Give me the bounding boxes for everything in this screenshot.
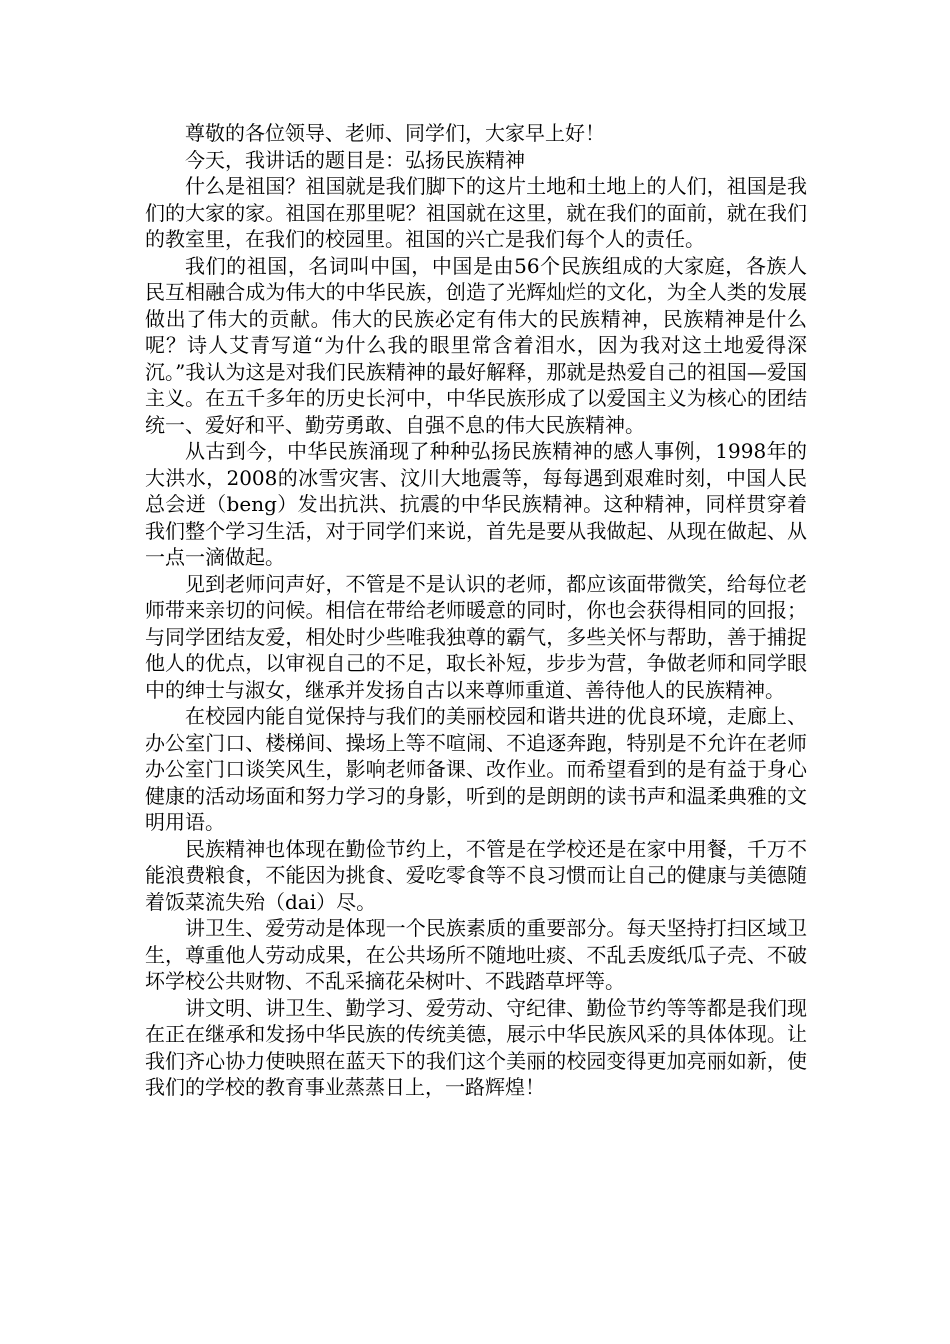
closing-paragraph: 讲文明、讲卫生、勤学习、爱劳动、守纪律、勤俭节约等等都是我们现在正在继承和发扬中华民族的传统美德，展示中华民族风采的具体体现。让我们齐心协力使映照在蓝天下的我们这个美丽的校园变得更加亮丽如新，使我们的学校的教育事业蒸蒸日上，一路辉煌！ <box>145 995 807 1099</box>
document-body <box>145 120 807 1101</box>
topic-paragraph: 今天，我讲话的题目是：弘扬民族精神 <box>185 147 525 172</box>
body-paragraph: 在校园内能自觉保持与我们的美丽校园和谐共进的优良环境，走廊上、办公室门口、楼梯间、操场上等不喧闹、不追逐奔跑，特别是不允许在老师办公室门口谈笑风生，影响老师备课、改作业。而希望看到的是有益于身心健康的活动场面和努力学习的身影，听到的是朗朗的读书声和温柔典雅的文明用语。 <box>145 704 807 834</box>
body-paragraph: 见到老师问声好，不管是不是认识的老师，都应该面带微笑，给每位老师带来亲切的问候。相信在带给老师暖意的同时，你也会获得相同的回报；与同学团结友爱，相处时少些唯我独尊的霸气，多些关怀与帮助，善于捕捉他人的优点，以审视自己的不足，取长补短，步步为营，争做老师和同学眼中的绅士与淑女，继承并发扬自古以来尊师重道、善待他人的民族精神。 <box>145 571 807 702</box>
body-paragraph: 什么是祖国？祖国就是我们脚下的这片土地和土地上的人们，祖国是我们的大家的家。祖国在那里呢？祖国就在这里，就在我们的面前，就在我们的教室里，在我们的校园里。祖国的兴亡是我们每个人的责任。 <box>145 174 807 251</box>
body-paragraph: 我们的祖国，名词叫中国，中国是由56个民族组成的大家庭，各族人民互相融合成为伟大的中华民族，创造了光辉灿烂的文化，为全人类的发展做出了伟大的贡献。伟大的民族必定有伟大的民族精神，民族精神是什么呢？诗人艾青写道“为什么我的眼里常含着泪水，因为我对这土地爱得深沉。”我认为这是对我们民族精神的最好解释，那就是热爱自己的祖国—爱国主义。在五千多年的历史长河中，中华民族形成了以爱国主义为核心的团结统一、爱好和平、勤劳勇敢、自强不息的伟大民族精神。 <box>145 253 807 437</box>
body-paragraph: 讲卫生、爱劳动是体现一个民族素质的重要部分。每天坚持打扫区域卫生，尊重他人劳动成果，在公共场所不随地吐痰、不乱丢废纸瓜子壳、不破坏学校公共财物、不乱采摘花朵树叶、不践踏草坪等。 <box>145 916 807 993</box>
greeting-paragraph: 尊敬的各位领导、老师、同学们，大家早上好！ <box>185 121 605 145</box>
body-paragraph: 从古到今，中华民族涌现了种种弘扬民族精神的感人事例，1998年的大洪水，2008的冰雪灾害、汶川大地震等，每每遇到艰难时刻，中国人民总会迸（beng）发出抗洪、抗震的中华民族精神。这种精神，同样贯穿着我们整个学习生活，对于同学们来说，首先是要从我做起、从现在做起、从一点一滴做起。 <box>145 439 807 569</box>
body-paragraph: 民族精神也体现在勤俭节约上，不管是在学校还是在家中用餐，千万不能浪费粮食，不能因为挑食、爱吃零食等不良习惯而让自己的健康与美德随着饭菜流失殆（dai）尽。 <box>145 836 807 914</box>
